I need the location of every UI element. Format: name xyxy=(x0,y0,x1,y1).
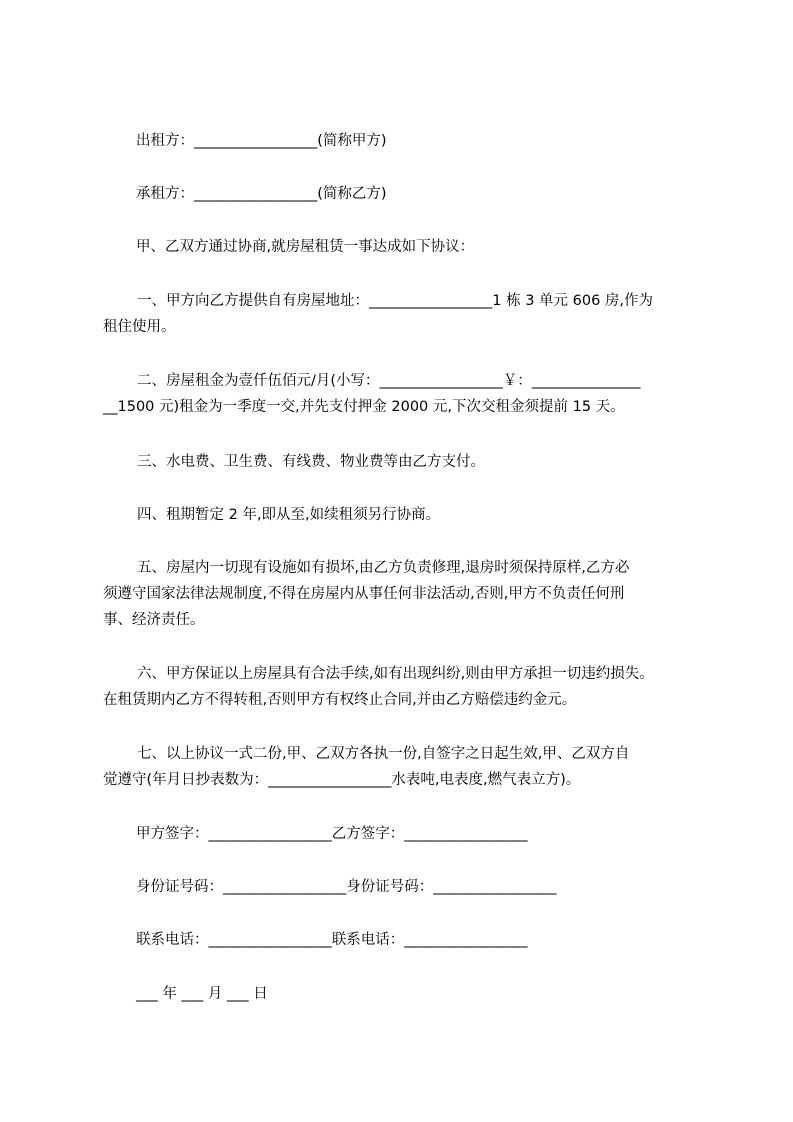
clause7-line1: 七、以上协议一式二份,甲、乙双方各执一份,自签字之日起生效,甲、乙双方自 xyxy=(137,746,630,762)
lessee-line: 承租方：_________________(简称乙方) xyxy=(136,186,387,202)
id-number-line: 身份证号码：_________________身份证号码：_________________ xyxy=(136,879,557,895)
clause1-line1: 一、甲方向乙方提供自有房屋地址：_________________1 栋 3 单元 606 房,作为 xyxy=(137,293,654,309)
date-line: ___ 年 ___ 月 ___ 日 xyxy=(136,986,268,1002)
clause2-line2: __1500 元)租金为一季度一交,并先支付押金 2000 元,下次交租金须提前 15 天。 xyxy=(103,399,625,415)
clause2-line1: 二、房屋租金为壹仟伍佰元/月(小写：_________________￥：_______________ xyxy=(137,373,641,389)
clause1-line2: 租住使用。 xyxy=(103,319,176,335)
clause7-line2: 觉遵守(年月日抄表数为：_________________水表吨,电表度,燃气表立方)。 xyxy=(103,772,581,788)
signature-line: 甲方签字：_________________乙方签字：_________________ xyxy=(136,826,528,842)
clause5-line2: 须遵守国家法律法规制度,不得在房屋内从事任何非法活动,否则,甲方不负责任何刑 xyxy=(103,586,625,602)
clause3-line: 三、水电费、卫生费、有线费、物业费等由乙方支付。 xyxy=(137,454,485,470)
phone-line: 联系电话：_________________联系电话：_________________ xyxy=(136,932,528,948)
clause6-line2: 在租赁期内乙方不得转租,否则甲方有权终止合同,并由乙方赔偿违约金元。 xyxy=(103,692,577,708)
clause4-line: 四、租期暂定 2 年,即从至,如续租须另行协商。 xyxy=(137,507,441,523)
clause5-line3: 事、经济责任。 xyxy=(103,612,205,628)
clause6-line1: 六、甲方保证以上房屋具有合法手续,如有出现纠纷,则由甲方承担一切违约损失。 xyxy=(137,666,654,682)
lessor-line: 出租方：_________________(简称甲方) xyxy=(136,133,387,149)
clause5-line1: 五、房屋内一切现有设施如有损坏,由乙方负责修理,退房时须保持原样,乙方必 xyxy=(137,560,630,576)
intro-line: 甲、乙双方通过协商,就房屋租赁一事达成如下协议： xyxy=(136,239,475,255)
